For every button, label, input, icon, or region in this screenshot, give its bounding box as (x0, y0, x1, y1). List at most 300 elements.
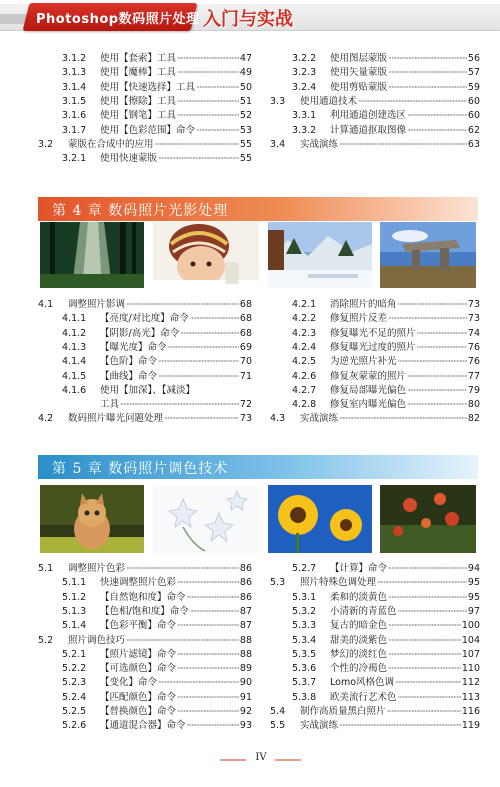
toc-entry (62, 719, 252, 733)
toc-entry-number: 3.1.7 (62, 124, 87, 136)
toc-leader-dots (417, 327, 467, 341)
chapter-4-banner (38, 197, 478, 221)
toc-entry-page: 60 (467, 95, 480, 107)
toc-entry-title: 利用通道创建选区 (330, 110, 407, 122)
toc-entry (62, 662, 252, 676)
toc-entry-title: 实战演练 (300, 138, 339, 150)
toc-entry-title: 调整照片色彩 (68, 563, 126, 574)
toc-leader-dots (388, 591, 467, 605)
toc-entry-number: 3.2.2 (292, 53, 317, 64)
toc-leader-dots (177, 705, 239, 719)
toc-entry-page: 53 (239, 124, 252, 136)
toc-entry (292, 676, 480, 690)
toc-entry-number: 3.1.3 (62, 67, 87, 79)
toc-entry-page: 68 (239, 299, 252, 310)
toc-entry-title: 使用【魔棒】工具 (100, 67, 177, 79)
toc-entry-number: 5.3.7 (292, 677, 317, 689)
toc-entry-title: 消除照片的暗角 (330, 299, 397, 310)
toc-entry-page: 112 (461, 677, 480, 689)
toc-entry-title: 使用矢量蒙版 (330, 67, 388, 79)
toc-leader-dots (417, 341, 467, 355)
toc-entry-number: 3.3.1 (292, 110, 317, 122)
toc-entry (62, 327, 252, 341)
toc-entry-number: 3.1.4 (62, 81, 87, 93)
toc-entry-page: 88 (239, 648, 252, 660)
toc-entry (62, 109, 252, 123)
toc-entry-title: 使用【色彩范围】命令 (100, 124, 196, 136)
toc-entry (270, 719, 480, 733)
toc-entry-title: 【曝光度】命令 (100, 341, 167, 353)
toc-entry-number: 3.2 (38, 138, 54, 150)
toc-entry-number: 4.2.5 (292, 356, 317, 368)
toc-entry (62, 676, 252, 690)
toc-leader-dots (155, 138, 239, 152)
toc-entry-title: 使用【加深】、【减淡】 (100, 384, 196, 396)
toc-entry (292, 124, 480, 138)
toc-entry (292, 648, 480, 662)
toc-entry (62, 66, 252, 80)
toc-leader-dots (388, 634, 461, 648)
toc-leader-dots (126, 634, 239, 648)
toc-leader-dots (388, 81, 467, 95)
toc-entry-page: 56 (467, 53, 480, 64)
toc-entry-number: 5.5 (270, 720, 286, 732)
toc-leader-dots (190, 312, 239, 326)
toc-entry-number: 5.2.1 (62, 648, 87, 660)
toc-entry-page: 88 (239, 634, 252, 646)
toc-entry-page: 62 (467, 124, 480, 136)
toc-entry-number: 3.1.5 (62, 95, 87, 107)
book-subtitle: 入门与实战 (203, 9, 293, 30)
toc-entry-title: 【计算】命令 (330, 563, 388, 574)
toc-entry (62, 619, 252, 633)
toc-entry-number: 4.1.6 (62, 384, 87, 396)
toc-entry (292, 327, 480, 341)
toc-entry-number: 4.1.5 (62, 370, 87, 382)
photo-snow-landscape (268, 222, 372, 288)
toc-entry-number: 4.1.2 (62, 327, 87, 339)
toc-entry (62, 591, 252, 605)
toc-entry-number: 5.3.1 (292, 591, 317, 603)
toc-entry (292, 81, 480, 95)
toc-leader-dots (407, 109, 467, 123)
toc-entry (62, 648, 252, 662)
toc-leader-dots (177, 95, 239, 109)
toc-entry-title: 照片调色技巧 (68, 634, 126, 646)
toc-entry-title: 实战演练 (300, 720, 339, 732)
toc-entry (292, 691, 480, 705)
toc-entry-title: 【曲线】命令 (100, 370, 158, 382)
toc-entry-title: 修复灰蒙蒙的照片 (330, 370, 407, 382)
toc-entry-title: 梦幻的淡红色 (330, 648, 388, 660)
toc-leader-dots (388, 662, 461, 676)
toc-entry-number: 5.3.5 (292, 648, 317, 660)
footer-rule-left (220, 759, 246, 761)
toc-entry-number: 4.2.4 (292, 341, 317, 353)
toc-entry-number: 5.1 (38, 563, 54, 574)
toc-entry-number: 4.1.4 (62, 356, 87, 368)
toc-entry-title: 使用快速蒙版 (100, 153, 158, 165)
toc-entry (292, 398, 480, 412)
chapter-5-title: 第 5 章 数码照片调色技术 (52, 461, 229, 477)
toc-entry (62, 95, 252, 109)
photo-baby (153, 222, 259, 288)
toc-entry (292, 312, 480, 326)
photo-forest (40, 222, 144, 288)
toc-leader-dots (387, 705, 461, 719)
toc-entry-page: 70 (239, 356, 252, 368)
chapter-5-banner (38, 455, 478, 479)
toc-entry-title: 使用【套索】工具 (100, 53, 177, 64)
toc-entry (292, 562, 480, 576)
toc-entry (38, 298, 252, 312)
toc-leader-dots (407, 384, 467, 398)
toc-entry (62, 691, 252, 705)
photo-red-flowers (380, 485, 476, 553)
toc-entry-title: 【照片滤镜】命令 (100, 648, 177, 660)
toc-entry-title: 使用【钢笔】工具 (100, 110, 177, 122)
toc-leader-dots (177, 662, 239, 676)
toc-leader-dots (339, 719, 461, 733)
toc-entry-page: 82 (467, 413, 480, 425)
photo-kitten (40, 485, 144, 553)
toc-entry-number: 4.1 (38, 299, 54, 310)
toc-leader-dots (177, 576, 239, 590)
toc-entry-page: 95 (467, 577, 480, 589)
toc-leader-dots (388, 52, 467, 66)
toc-entry-title: 计算通道抠取图像 (330, 124, 407, 136)
toc-entry (270, 576, 480, 590)
toc-entry-page: 73 (239, 413, 252, 425)
toc-entry (62, 705, 252, 719)
toc-entry-number: 5.2.2 (62, 663, 87, 675)
toc-leader-dots (388, 66, 467, 80)
toc-leader-dots (177, 52, 239, 66)
toc-leader-dots (177, 66, 239, 80)
toc-entry-page: 87 (239, 605, 252, 617)
toc-entry-page: 113 (461, 691, 480, 703)
toc-entry-title: 【色阶】命令 (100, 356, 158, 368)
toc-entry-page: 86 (239, 591, 252, 603)
toc-entry (292, 341, 480, 355)
toc-entry (270, 138, 480, 152)
toc-entry-page: 49 (239, 67, 252, 79)
toc-entry-number: 5.3.4 (292, 634, 317, 646)
toc-entry-title: 小清新的青蓝色 (330, 605, 397, 617)
toc-leader-dots (377, 576, 467, 590)
toc-entry-number: 3.2.3 (292, 67, 317, 79)
toc-entry-page: 89 (239, 663, 252, 675)
toc-leader-dots (187, 591, 239, 605)
toc-leader-dots (177, 619, 239, 633)
toc-entry-number: 3.2.4 (292, 81, 317, 93)
toc-entry (292, 634, 480, 648)
toc-entry (292, 605, 480, 619)
toc-entry-page: 110 (461, 663, 480, 675)
toc-entry-title: 【匹配颜色】命令 (100, 691, 177, 703)
toc-leader-dots (388, 648, 461, 662)
toc-entry (62, 81, 252, 95)
toc-entry-number: 3.2.1 (62, 153, 87, 165)
toc-leader-dots (158, 370, 239, 384)
toc-leader-dots (120, 398, 239, 412)
book-title: Photoshop数码照片处理 (36, 12, 200, 27)
toc-entry (292, 370, 480, 384)
toc-entry-number (62, 398, 100, 412)
toc-entry-number: 4.2 (38, 413, 54, 425)
toc-entry-number: 4.1.3 (62, 341, 87, 353)
toc-entry-number: 5.3.6 (292, 663, 317, 675)
toc-entry-title: Lomo风格色调 (330, 677, 395, 689)
toc-entry-number: 5.3 (270, 577, 286, 589)
toc-entry-number: 5.3.3 (292, 620, 317, 632)
toc-entry-number: 5.3.2 (292, 605, 317, 617)
toc-entry-page: 92 (239, 706, 252, 717)
toc-entry-page: 97 (467, 605, 480, 617)
toc-entry-page: 116 (461, 706, 480, 717)
toc-entry (292, 298, 480, 312)
toc-leader-dots (339, 412, 467, 426)
toc-entry-title: 为逆光照片补光 (330, 356, 397, 368)
toc-entry-page: 100 (461, 620, 480, 632)
toc-entry-page: 90 (239, 677, 252, 689)
toc-entry-number: 5.1.3 (62, 605, 87, 617)
toc-leader-dots (177, 691, 239, 705)
toc-entry-title: 【通道混合器】命令 (100, 720, 186, 732)
toc-entry (62, 152, 252, 166)
photo-sunflowers (268, 485, 372, 553)
toc-entry (62, 605, 252, 619)
toc-entry-page: 104 (461, 634, 480, 646)
toc-entry (62, 341, 252, 355)
toc-leader-dots (388, 562, 467, 576)
toc-leader-dots (177, 648, 239, 662)
toc-entry-title: 【可选颜色】命令 (100, 663, 177, 675)
toc-entry (292, 52, 480, 66)
toc-entry (62, 355, 252, 369)
toc-entry-title: 【替换颜色】命令 (100, 706, 177, 717)
toc-entry-number: 5.2.6 (62, 720, 87, 732)
toc-leader-dots (339, 138, 467, 152)
toc-entry-number: 3.1.2 (62, 53, 87, 64)
toc-entry-page: 55 (239, 153, 252, 165)
toc-entry-page: 52 (239, 110, 252, 122)
toc-entry-title: 照片特殊色调处理 (300, 577, 377, 589)
toc-leader-dots (187, 719, 239, 733)
toc-entry-page: 59 (467, 81, 480, 93)
toc-entry-title: 制作高质量黑白照片 (300, 706, 386, 717)
toc-entry-page: 76 (467, 341, 480, 353)
toc-entry-number: 4.2.2 (292, 313, 317, 325)
toc-entry (292, 66, 480, 80)
toc-entry-page: 107 (461, 648, 480, 660)
toc-entry-number: 5.2.5 (62, 706, 87, 717)
toc-leader-dots (180, 327, 239, 341)
chapter-4-title: 第 4 章 数码照片光影处理 (52, 203, 229, 219)
toc-entry-title: 蒙版在合成中的应用 (68, 138, 154, 150)
toc-entry-page: 51 (239, 95, 252, 107)
toc-entry-page: 63 (467, 138, 480, 150)
page-number: IV (255, 752, 267, 763)
toc-leader-dots (398, 298, 467, 312)
toc-entry (292, 591, 480, 605)
toc-entry (62, 52, 252, 66)
toc-entry-title: 使用通道技术 (300, 95, 358, 107)
toc-leader-dots (398, 605, 467, 619)
toc-leader-dots (126, 298, 239, 312)
toc-entry (38, 634, 252, 648)
toc-entry-number: 5.1.2 (62, 591, 87, 603)
toc-entry-page: 80 (467, 399, 480, 411)
toc-leader-dots (196, 124, 239, 138)
toc-entry-title: 【变化】命令 (100, 677, 158, 689)
photo-dolmen (380, 222, 476, 288)
toc-entry (62, 576, 252, 590)
toc-entry-page: 73 (467, 299, 480, 310)
toc-leader-dots (126, 562, 239, 576)
toc-entry-title: 【自然饱和度】命令 (100, 591, 186, 603)
toc-entry-title: 【亮度/对比度】命令 (100, 313, 189, 325)
toc-entry (62, 384, 252, 398)
toc-entry-title: 使用【擦除】工具 (100, 95, 177, 107)
toc-entry-page: 76 (467, 356, 480, 368)
toc-entry-number: 5.2 (38, 634, 54, 646)
toc-entry-title: 修复曝光过度的照片 (330, 341, 416, 353)
toc-leader-dots (190, 605, 239, 619)
toc-entry-page: 60 (467, 110, 480, 122)
toc-entry-page: 72 (239, 399, 252, 411)
toc-entry-title: 修复局部曝光偏色 (330, 384, 407, 396)
toc-entry-number: 3.1.6 (62, 110, 87, 122)
toc-entry-title: 修复曝光不足的照片 (330, 327, 416, 339)
toc-entry-number: 5.1.4 (62, 620, 87, 632)
toc-entry-title: 【色彩平衡】命令 (100, 620, 177, 632)
toc-leader-dots (398, 691, 461, 705)
toc-entry (38, 412, 252, 426)
toc-entry-number: 4.2.1 (292, 299, 317, 310)
toc-entry (270, 95, 480, 109)
toc-entry-title: 个性的冷褐色 (330, 663, 388, 675)
toc-leader-dots (407, 124, 467, 138)
toc-entry-number: 5.3.8 (292, 691, 317, 703)
toc-entry-page: 68 (239, 313, 252, 325)
toc-leader-dots (407, 370, 467, 384)
toc-entry-title: 柔和的淡黄色 (330, 591, 388, 603)
toc-entry-number: 3.3 (270, 95, 286, 107)
book-header (0, 0, 500, 38)
toc-entry-title: 快速调整照片色彩 (100, 577, 177, 589)
toc-entry (292, 619, 480, 633)
toc-entry (62, 398, 252, 412)
toc-leader-dots (398, 355, 467, 369)
toc-leader-dots (158, 152, 239, 166)
toc-entry (38, 562, 252, 576)
toc-entry-page: 79 (467, 384, 480, 396)
toc-entry-title: 数码照片曝光问题处理 (68, 413, 164, 425)
toc-entry-page: 47 (239, 53, 252, 64)
toc-entry-number: 4.2.7 (292, 384, 317, 396)
toc-entry-title: 调整照片影调 (68, 299, 126, 310)
toc-entry-title: 使用图层蒙版 (330, 53, 388, 64)
toc-leader-dots (407, 398, 467, 412)
toc-entry-number: 4.2.6 (292, 370, 317, 382)
toc-entry-page: 94 (467, 563, 480, 574)
toc-leader-dots (158, 355, 239, 369)
toc-entry-page: 50 (239, 81, 252, 93)
toc-leader-dots (388, 619, 461, 633)
toc-entry-page: 71 (239, 370, 252, 382)
toc-entry-page: 68 (239, 327, 252, 339)
toc-leader-dots (168, 341, 239, 355)
toc-entry-page: 69 (239, 341, 252, 353)
toc-leader-dots (158, 676, 239, 690)
toc-leader-dots (395, 676, 461, 690)
toc-entry (62, 124, 252, 138)
toc-entry-page: 55 (239, 138, 252, 150)
toc-entry (292, 662, 480, 676)
toc-entry-page: 73 (467, 313, 480, 325)
footer-rule-right (275, 759, 301, 761)
toc-entry-title: 实战演练 (300, 413, 339, 425)
toc-entry-number: 4.2.8 (292, 399, 317, 411)
toc-entry-number: 4.2.3 (292, 327, 317, 339)
toc-entry (270, 705, 480, 719)
toc-entry-page: 86 (239, 563, 252, 574)
toc-leader-dots (388, 312, 467, 326)
toc-entry-page: 74 (467, 327, 480, 339)
toc-entry-number: 5.2.7 (292, 563, 317, 574)
toc-entry-number: 4.1.1 (62, 313, 87, 325)
toc-entry-page: 91 (239, 691, 252, 703)
toc-leader-dots (358, 95, 467, 109)
toc-entry-number: 3.3.2 (292, 124, 317, 136)
toc-entry-number: 5.2.4 (62, 691, 87, 703)
toc-leader-dots (177, 109, 239, 123)
toc-entry-page: 57 (467, 67, 480, 79)
toc-entry (292, 109, 480, 123)
toc-entry-number: 5.4 (270, 706, 286, 717)
toc-entry-number: 3.4 (270, 138, 286, 150)
toc-entry (270, 412, 480, 426)
toc-entry-number: 5.1.1 (62, 577, 87, 589)
toc-leader-dots (196, 81, 239, 95)
toc-entry-title: 修复室内曝光偏色 (330, 399, 407, 411)
toc-entry-title: 【色相/饱和度】命令 (100, 605, 189, 617)
toc-entry-page: 86 (239, 577, 252, 589)
toc-entry (292, 384, 480, 398)
toc-entry-title: 工具 (100, 399, 120, 411)
toc-entry-title: 复古的暗金色 (330, 620, 388, 632)
toc-entry (38, 138, 252, 152)
toc-entry-title: 使用【快速选择】工具 (100, 81, 196, 93)
toc-entry-title: 修复照片反差 (330, 313, 388, 325)
toc-entry-title: 欧美流行艺术色 (330, 691, 397, 703)
toc-entry-page: 87 (239, 620, 252, 632)
photo-white-flowers (153, 485, 259, 553)
toc-entry (62, 312, 252, 326)
toc-entry (62, 370, 252, 384)
toc-entry-number: 5.2.3 (62, 677, 87, 689)
toc-entry-number: 4.3 (270, 413, 286, 425)
toc-entry-title: 【阴影/高光】命令 (100, 327, 180, 339)
toc-entry-title: 甜美的淡紫色 (330, 634, 388, 646)
toc-leader-dots (164, 412, 239, 426)
toc-entry-page: 77 (467, 370, 480, 382)
toc-entry-page: 95 (467, 591, 480, 603)
toc-entry-title: 使用剪贴蒙版 (330, 81, 388, 93)
toc-entry-page: 93 (239, 720, 252, 732)
toc-entry (292, 355, 480, 369)
